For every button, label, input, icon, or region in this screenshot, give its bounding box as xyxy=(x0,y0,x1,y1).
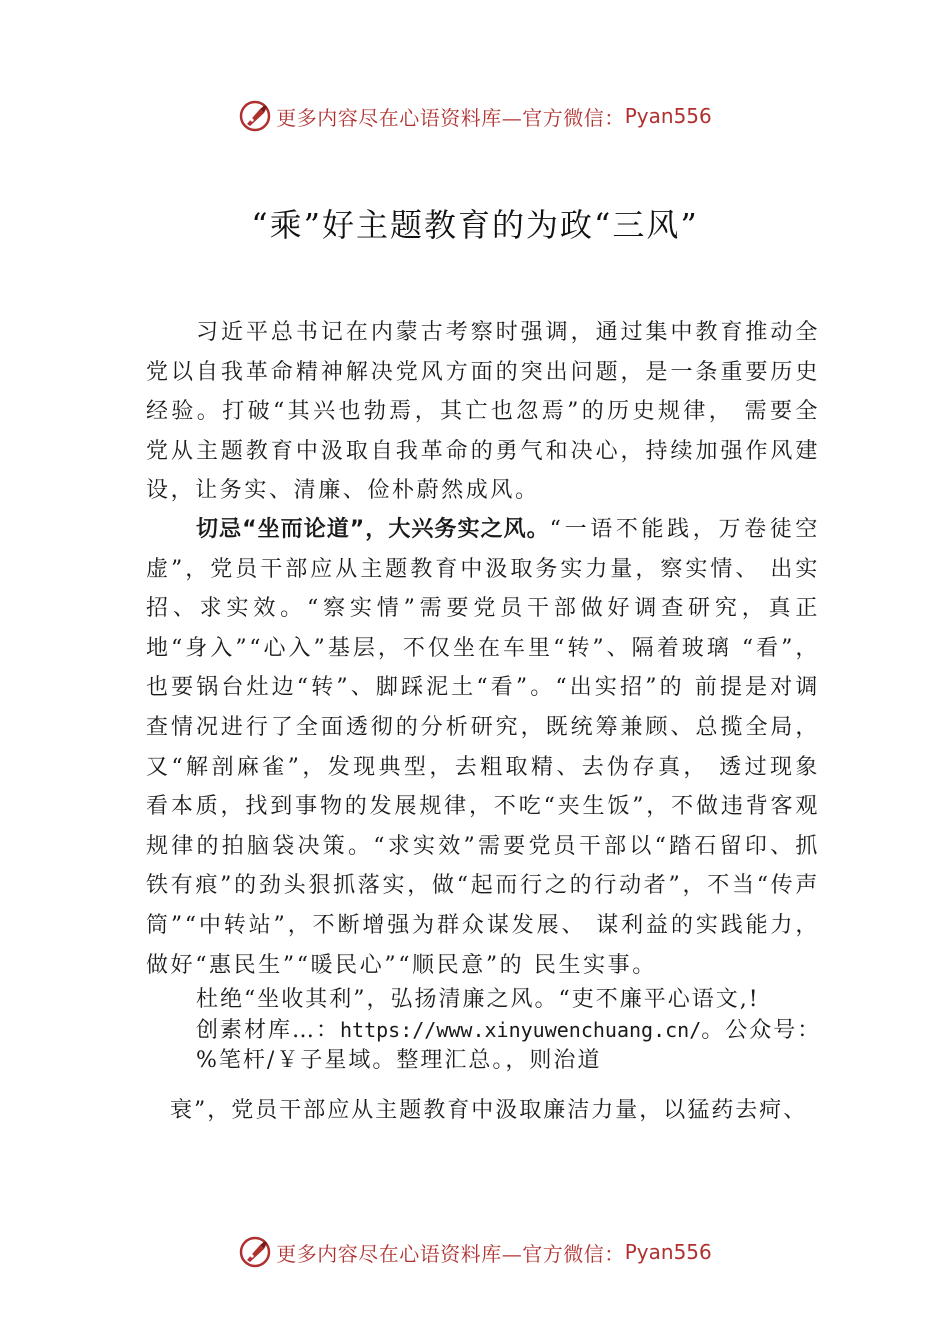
source-url: https://www.xinyuwenchuang.cn/ xyxy=(340,1018,702,1042)
paragraph-practical xyxy=(146,510,820,985)
paragraph-continuation: 衰”，党员干部应从主题教育中汲取廉洁力量，以猛药去疴、 xyxy=(170,1098,808,1123)
source-label: 创素材库…： xyxy=(196,1018,341,1043)
paragraph-integrity-line3: %笔杆/￥子星域。整理汇总。，则治道 xyxy=(196,1048,602,1073)
footer-banner-text: 更多内容尽在心语资料库—官方微信： xyxy=(276,1241,625,1266)
paragraph-integrity-line2 xyxy=(196,1015,846,1046)
paragraph-intro: 习近平总书记在内蒙古考察时强调，通过集中教育推动全党以自我革命精神解决党风方面的突出问题，是一条重要历史经验。打破“其兴也勃焉，其亡也忽焉”的历史规律， 需要全党从主题教育中汲取自我革命的勇气和决心，持续加强作风建设，让务实、清廉、俭朴蔚然成风。 xyxy=(146,320,820,504)
document-title: “乘”好主题教育的为政“三风” xyxy=(251,206,699,244)
pen-nib-logo-icon xyxy=(238,1235,272,1269)
paragraph-practical-body: “一语不能践，万卷徒空虚”，党员干部应从主题教育中汲取务实力量，察实情、 出实招、求实效。“察实情”需要党员干部做好调查研究，真正地“身入”“心入”基层，不仅坐在车里“转”、隔着玻璃 “看”，也要锅台灶边“转”、脚踩泥土“看”。“出实招”的 前提是对调查情况进行了全面透彻的分析研究，既统筹兼顾、总揽全局，又“解剖麻雀”，发现典型，去粗取精、去伪存真， 透过现象看本质，找到事物的发展规律，不吃“夹生饭”，不做违背客观规律的拍脑袋决策。“求实效”需要党员干部以“踏石留印、抓铁有痕”的劲头狠抓落实，做“起而行之的行动者”，不当“传声筒”“中转站”，不断增强为群众谋发展、 谋利益的实践能力，做好“惠民生”“暖民心”“顺民意”的 民生实事。 xyxy=(146,517,820,978)
paragraph-integrity-line1: 杜绝“坐收其利”，弘扬清廉之风。“吏不廉平心语文,! xyxy=(196,987,760,1012)
header-banner xyxy=(0,96,950,136)
paragraph-integrity xyxy=(196,985,846,1076)
account-label: 。公众号： xyxy=(701,1018,822,1043)
paragraph-heading-practical: 切忌“坐而论道”，大兴务实之风。 xyxy=(196,517,550,542)
footer-wechat-id: Pyan556 xyxy=(624,1240,712,1264)
banner-wechat-id: Pyan556 xyxy=(624,104,712,128)
banner-text: 更多内容尽在心语资料库—官方微信： xyxy=(276,105,625,130)
footer-banner xyxy=(0,1232,950,1272)
pen-nib-logo-icon xyxy=(238,99,272,133)
